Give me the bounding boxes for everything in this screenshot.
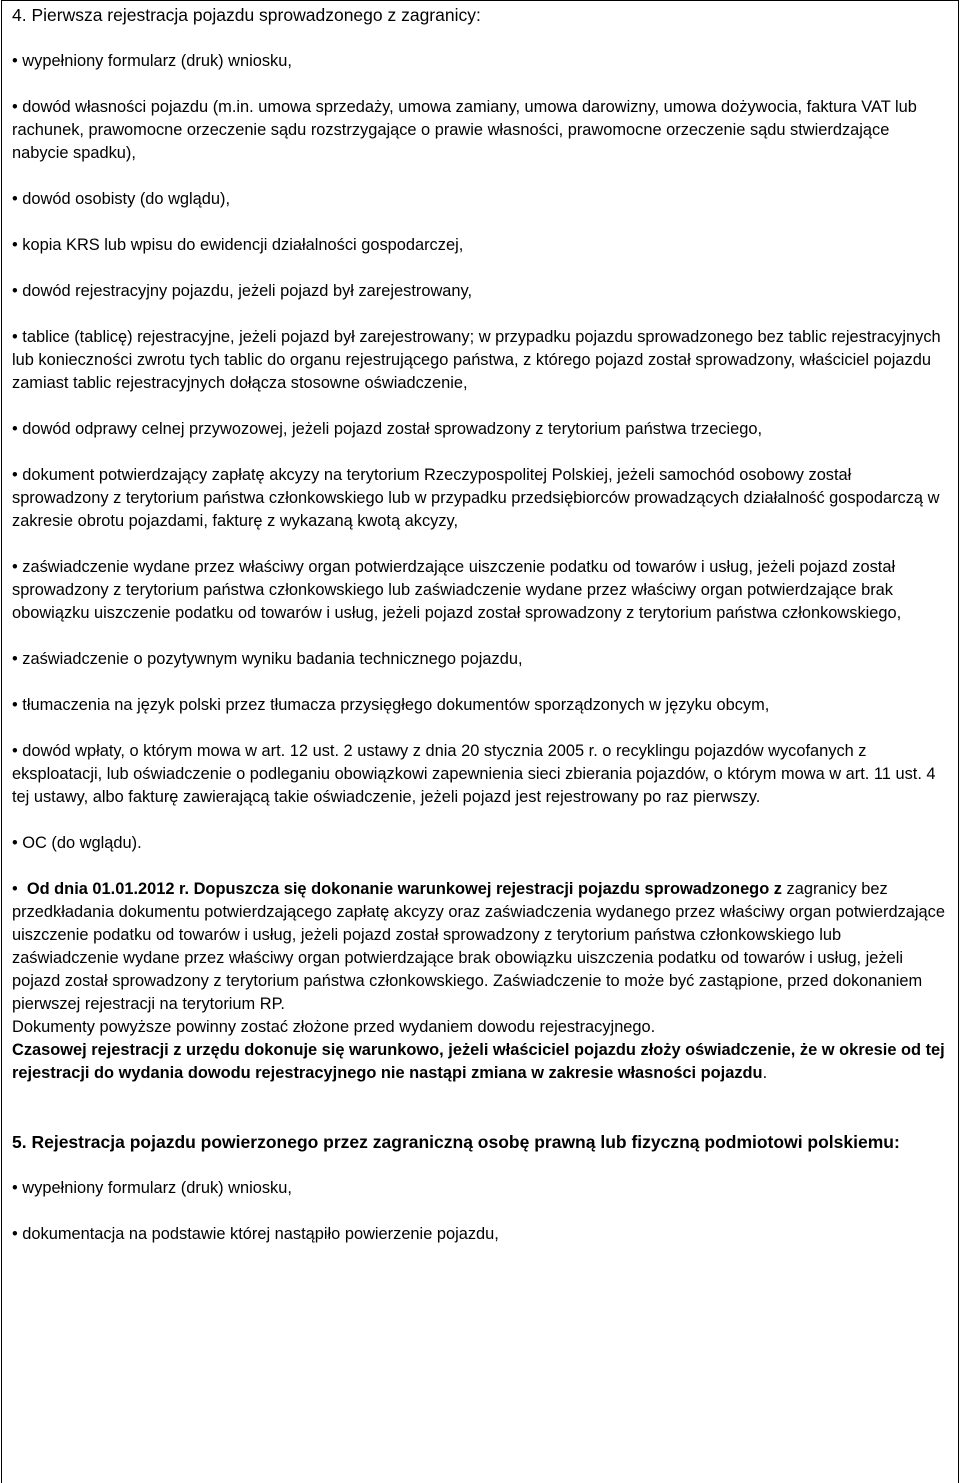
list-item: • kopia KRS lub wpisu do ewidencji działalności gospodarczej, <box>12 236 464 254</box>
note-end-period: . <box>762 1064 768 1082</box>
list-item: • zaświadczenie o pozytywnym wyniku badania technicznego pojazdu, <box>12 650 523 668</box>
note-documents-deadline: Dokumenty powyższe powinny zostać złożone przed wydaniem dowodu rejestracyjnego. <box>12 1018 656 1036</box>
list-item: • wypełniony formularz (druk) wniosku, <box>12 52 292 70</box>
list-item: • dokument potwierdzający zapłatę akcyzy na terytorium Rzeczypospolitej Polskiej, jeżeli samochód osobowy został sprowadzony z terytorium państwa członkowskiego lub w przypadku przedsiębiorców prowadzących działalność gospodarczą w zakresie obrotu pojazdami, fakturę z wykazaną kwotą akcyzy, <box>12 466 940 530</box>
list-item: • OC (do wglądu). <box>12 834 142 852</box>
note-bullet: • <box>12 880 18 898</box>
note-temporary-registration: Czasowej rejestracji z urzędu dokonuje się warunkowo, jeżeli właściciel pojazdu złoży oświadczenie, że w okresie od tej rejestracji do wydania dowodu rejestracyjnego nie nastąpi zmiana w zakresie własności pojazdu <box>12 1041 945 1082</box>
list-item: • tablice (tablicę) rejestracyjne, jeżeli pojazd był zarejestrowany; w przypadku pojazdu sprowadzonego bez tablic rejestracyjnych lub konieczności zwrotu tych tablic do organu rejestrującego państwa, z którego pojazd został sprowadzony, właściciel pojazdu zamiast tablic rejestracyjnych dołącza stosowne oświadczenie, <box>12 328 941 392</box>
list-item: • dowód wpłaty, o którym mowa w art. 12 ust. 2 ustawy z dnia 20 stycznia 2005 r. o recyklingu pojazdów wycofanych z eksploatacji, lub oświadczenie o podleganiu obowiązkowi zapewnienia sieci zbierania pojazdów, o którym mowa w art. 11 ust. 4 tej ustawy, albo fakturę zawierającą takie oświadczenie, jeżeli pojazd jest rejestrowany po raz pierwszy. <box>12 742 936 806</box>
conditional-registration-note <box>12 878 950 1085</box>
note-bold-lead: Od dnia 01.01.2012 r. Dopuszcza się dokonanie warunkowej rejestracji pojazdu sprowadzonego z <box>26 880 782 898</box>
list-item: • zaświadczenie wydane przez właściwy organ potwierdzające uiszczenie podatku od towarów i usług, jeżeli pojazd został sprowadzony z terytorium państwa członkowskiego lub zaświadczenie wydane przez właściwy organ potwierdzające brak obowiązku uiszczenie podatku od towarów i usług, jeżeli pojazd został sprowadzony z terytorium państwa członkowskiego, <box>12 558 902 622</box>
section-4-heading: 4. Pierwsza rejestracja pojazdu sprowadzonego z zagranicy: <box>12 5 481 25</box>
list-item: • dowód własności pojazdu (m.in. umowa sprzedaży, umowa zamiany, umowa darowizny, umowa dożywocia, faktura VAT lub rachunek, prawomocne orzeczenie sądu rozstrzygające o prawie własności, prawomocne orzeczenie sądu stwierdzające nabycie spadku), <box>12 98 917 162</box>
note-text-body: zagranicy bez przedkładania dokumentu potwierdzającego zapłatę akcyzy oraz zaświadczenia wydanego przez właściwy organ potwierdzające uiszczenie podatku od towarów i usług, jeżeli pojazd został sprowadzony z terytorium państwa członkowskiego lub zaświadczenie wydane przez właściwy organ potwierdzające brak obowiązku uiszczenia podatku od towarów i usług, jeżeli pojazd został sprowadzony z terytorium państwa członkowskiego. Zaświadczenie to może być zastąpione, przed dokonaniem pierwszej rejestracji na terytorium RP. <box>12 880 945 1013</box>
list-item: • dowód osobisty (do wglądu), <box>12 190 231 208</box>
spacer <box>12 1108 950 1131</box>
section-5-heading: 5. Rejestracja pojazdu powierzonego przez zagraniczną osobę prawną lub fizyczną podmiotowi polskiemu: <box>12 1132 900 1152</box>
list-item: • dowód odprawy celnej przywozowej, jeżeli pojazd został sprowadzony z terytorium państwa trzeciego, <box>12 420 763 438</box>
list-item: • dokumentacja na podstawie której nastąpiło powierzenie pojazdu, <box>12 1225 499 1243</box>
list-item: • tłumaczenia na język polski przez tłumacza przysięgłego dokumentów sporządzonych w języku obcym, <box>12 696 770 714</box>
list-item: • dowód rejestracyjny pojazdu, jeżeli pojazd był zarejestrowany, <box>12 282 473 300</box>
document-page <box>1 0 959 1483</box>
list-item: • wypełniony formularz (druk) wniosku, <box>12 1179 292 1197</box>
